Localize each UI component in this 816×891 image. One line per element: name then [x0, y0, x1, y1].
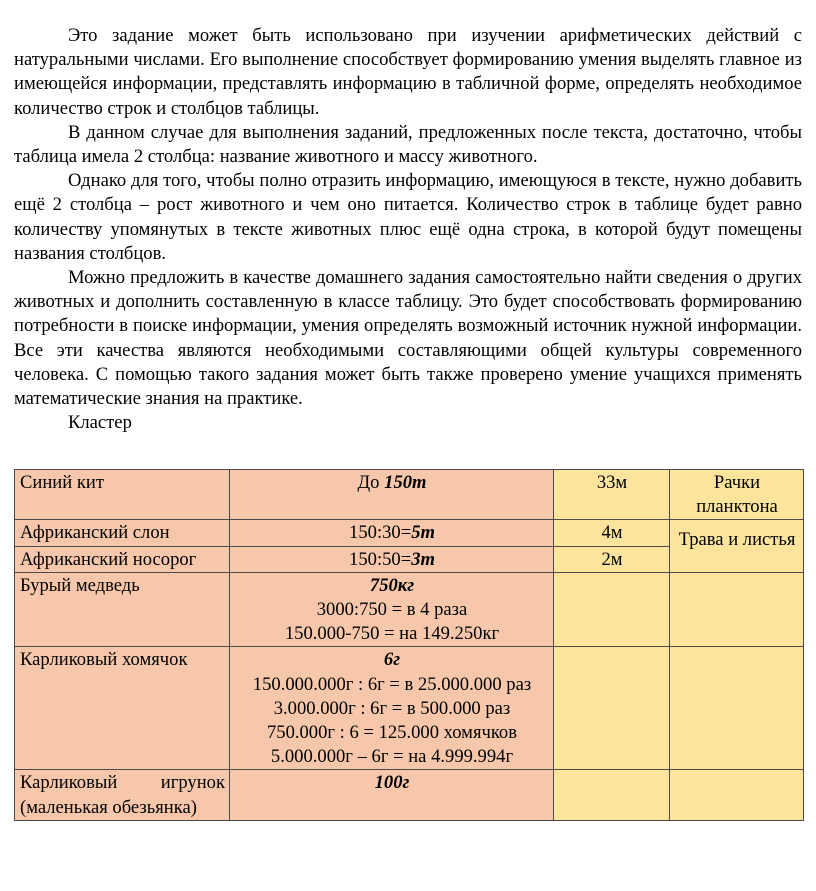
food-value: Рачки планктона — [696, 472, 778, 518]
paragraph-4: Можно предложить в качестве домашнего задания самостоятельно найти сведения о других животных и дополнить составленную в классе таблицу. Это будет способствовать формированию потребности в поиске информации, умения определять возможный источник нужной информации. Все эти качества являются необходимыми составляющими общей культуры современного человека. С помощью такого задания может быть также проверено умение учащихся применять математические знания на практике. — [14, 267, 802, 410]
mass-cell — [230, 770, 554, 820]
mass-cell — [230, 546, 554, 572]
animal-name: Синий кит — [20, 472, 104, 493]
calc-line: 5.000.000г – 6г = на 4.999.994г — [270, 746, 514, 768]
height-value: 4м — [601, 522, 623, 544]
calc-line: 150.000.000г : 6г = в 25.000.000 раз — [252, 673, 532, 695]
mass-prefix: 150:30= — [349, 522, 412, 544]
table-row — [15, 572, 804, 647]
food-cell — [670, 647, 804, 770]
mass-cell — [230, 520, 554, 546]
animal-name: Карликовый хомячок — [20, 649, 188, 671]
mass-value: 5т — [411, 522, 435, 544]
mass-value: 100г — [374, 772, 410, 794]
height-value: 33м — [596, 472, 628, 493]
calc-line: 750.000г : 6 = 125.000 хомячков — [266, 722, 518, 744]
animal-name: Бурый медведь — [20, 574, 140, 596]
mass-value: 150т — [384, 472, 427, 493]
paragraph-3: Однако для того, чтобы полно отразить информацию, имеющуюся в тексте, нужно добавить ещё 2 столбца – рост животного и чем оно питается. Количество строк в таблице будет равно количеству упомянутых в тексте животных плюс ещё одна строка, в которой будут помещены названия столбцов. — [14, 170, 802, 264]
mass-value: 750кг — [369, 574, 415, 596]
height-cell — [554, 470, 670, 520]
animal-name: Африканский слон — [20, 522, 170, 544]
height-cell — [554, 546, 670, 572]
section-heading: Кластер — [68, 412, 132, 434]
table-row — [15, 647, 804, 770]
animal-name: Карликовый игрунок (маленькая обезьянка) — [20, 772, 225, 818]
food-value: Трава и листья — [678, 529, 796, 551]
calc-line: 150.000-750 = на 149.250кг — [284, 623, 500, 645]
food-cell — [670, 520, 804, 572]
animal-name-cell — [15, 770, 230, 820]
food-cell — [670, 770, 804, 820]
height-cell — [554, 572, 670, 647]
mass-prefix: До — [357, 472, 385, 493]
calc-line: 3.000.000г : 6г = в 500.000 раз — [273, 697, 511, 719]
animal-name-cell — [15, 470, 230, 520]
cluster-table — [14, 469, 804, 821]
animal-name-cell — [15, 546, 230, 572]
mass-prefix: 150:50= — [349, 548, 412, 570]
paragraph-1: Это задание может быть использовано при изучении арифметических действий с натуральными числами. Его выполнение способствует формированию умения выделять главное из имеющейся информации, представлять информацию в табличной форме, определять необходимое количество строк и столбцов таблицы. — [14, 25, 802, 119]
height-value: 2м — [601, 548, 623, 570]
food-cell — [670, 470, 804, 520]
mass-value: 6г — [383, 649, 401, 671]
animal-name-cell — [15, 572, 230, 647]
table-row — [15, 770, 804, 820]
animal-name: Африканский носорог — [20, 548, 197, 570]
table-row — [15, 470, 804, 520]
height-cell — [554, 520, 670, 546]
mass-value: 3т — [411, 548, 435, 570]
document-body — [14, 24, 802, 435]
paragraph-2: В данном случае для выполнения заданий, предложенных после текста, достаточно, чтобы таблица имела 2 столбца: название животного и массу животного. — [14, 121, 802, 168]
mass-cell — [230, 470, 554, 520]
calc-line: 3000:750 = в 4 раза — [316, 599, 468, 621]
height-cell — [554, 770, 670, 820]
mass-cell — [230, 572, 554, 647]
mass-cell — [230, 647, 554, 770]
animal-name-cell — [15, 520, 230, 546]
height-cell — [554, 647, 670, 770]
animal-name-cell — [15, 647, 230, 770]
food-cell — [670, 572, 804, 647]
table-row — [15, 520, 804, 546]
